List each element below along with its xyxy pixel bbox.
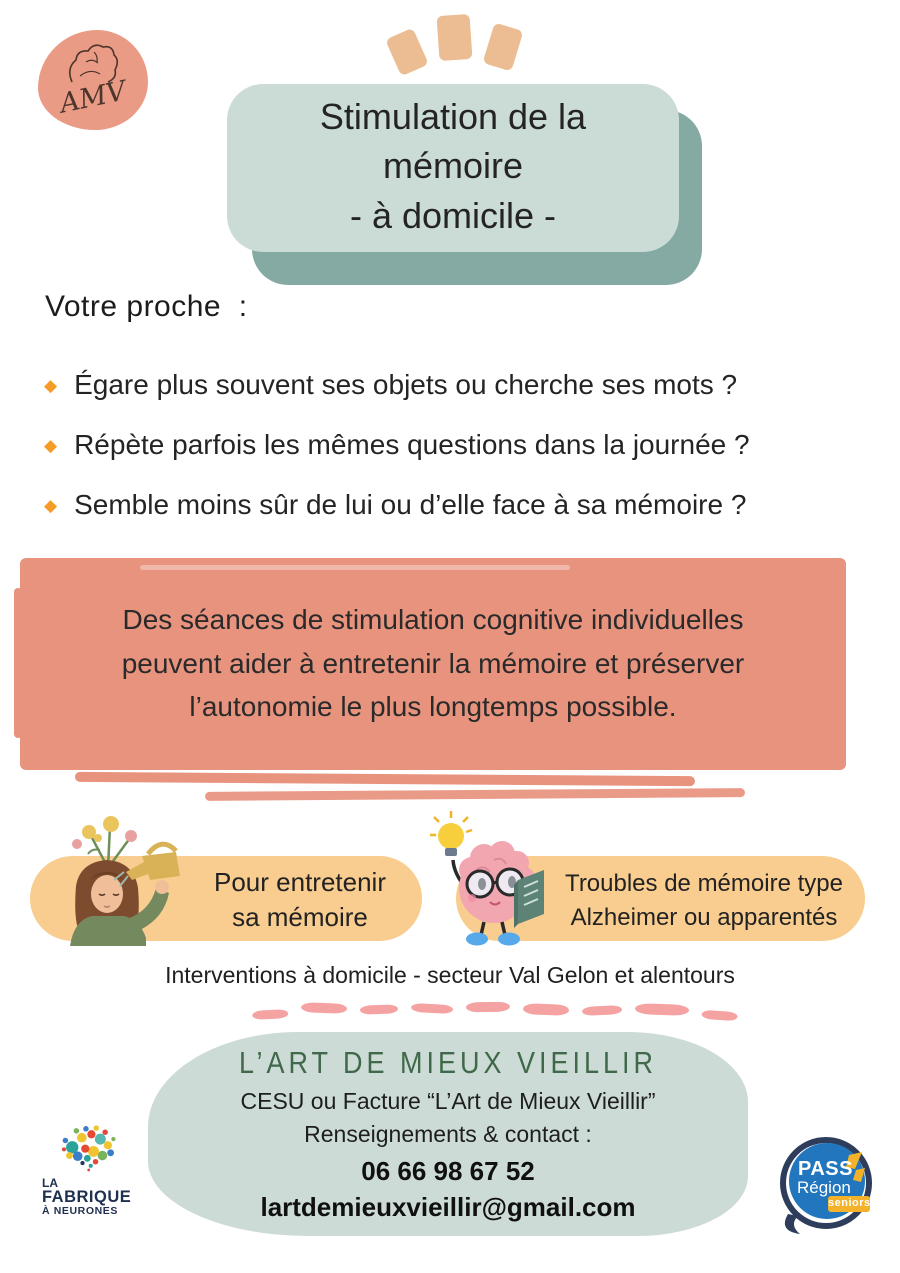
- page-title-line: mémoire: [382, 145, 524, 187]
- badge-label: [548, 867, 860, 934]
- banner-line: Des séances de stimulation cognitive individuelles: [122, 604, 744, 635]
- confetti-icon: [385, 28, 429, 77]
- list-item: [44, 429, 750, 461]
- pass-region-logo: [772, 1136, 884, 1236]
- banner-text: [20, 558, 846, 729]
- brush-streak: [140, 565, 570, 570]
- confetti-icon: [483, 23, 524, 72]
- highlight-banner: [20, 558, 846, 770]
- amv-logo: [38, 30, 148, 130]
- brain-dots-icon: [36, 1124, 140, 1172]
- badge-label-line: Pour entretenir: [214, 867, 386, 897]
- brush-streak: [75, 772, 695, 786]
- phone-number: 06 66 98 67 52: [361, 1156, 535, 1186]
- region-text: Région: [797, 1178, 851, 1197]
- dash: [252, 1009, 288, 1020]
- fabrique-text-line: À NEURONES: [42, 1205, 119, 1218]
- dash: [360, 1004, 398, 1014]
- footer-card: [148, 1032, 748, 1236]
- symptom-bullet-list: [44, 369, 750, 549]
- woman-watering-flowers-illustration: [28, 814, 192, 946]
- bullet-text: Semble moins sûr de lui ou d’elle face à sa mémoire ?: [74, 489, 747, 520]
- list-item: [44, 369, 750, 401]
- banner-line: l’autonomie le plus longtemps possible.: [189, 691, 677, 723]
- amv-logo-text: AMV: [57, 75, 129, 120]
- brush-streak: [14, 588, 22, 738]
- billing-text: CESU ou Facture “L’Art de Mieux Vieillir”: [240, 1088, 656, 1114]
- page-title-line: - à domicile -: [349, 194, 557, 236]
- email-address: lartdemieuxvieillir@gmail.com: [260, 1192, 636, 1222]
- banner-line: peuvent aider à entretenir la mémoire et préserver: [121, 647, 745, 679]
- bullet-text: Répète parfois les mêmes questions dans la journée ?: [74, 429, 750, 460]
- diamond-bullet-icon: ◆: [44, 495, 58, 515]
- fabrique-text-line: LA: [42, 1176, 58, 1190]
- dash: [635, 1003, 689, 1016]
- dash: [523, 1003, 569, 1016]
- sector-text: Interventions à domicile - secteur Val Gelon et alentours: [165, 962, 735, 988]
- title-box: [227, 84, 679, 252]
- fabrique-neurones-logo: [36, 1124, 148, 1232]
- contact-label: Renseignements & contact :: [304, 1121, 592, 1147]
- page-title-line: Stimulation de la: [319, 96, 587, 137]
- badge-label: [180, 865, 420, 934]
- diamond-bullet-icon: ◆: [44, 375, 58, 395]
- pink-dashed-divider: [252, 1004, 738, 1015]
- dash: [466, 1001, 510, 1012]
- dash: [301, 1002, 347, 1014]
- list-item: [44, 489, 750, 521]
- badge-label-line: Alzheimer ou apparentés: [570, 903, 838, 931]
- diamond-bullet-icon: ◆: [44, 435, 58, 455]
- seniors-text: seniors: [828, 1197, 871, 1209]
- fabrique-text-line: FABRIQUE: [42, 1188, 132, 1207]
- bullet-text: Égare plus souvent ses objets ou cherche ses mots ?: [74, 369, 738, 400]
- badge-label-line: Troubles de mémoire type: [565, 870, 843, 897]
- brain-reading-book-illustration: [430, 808, 550, 950]
- dash: [411, 1003, 453, 1014]
- badge-label-line: sa mémoire: [232, 901, 368, 932]
- brush-streak: [205, 788, 745, 801]
- pass-text: PASS: [798, 1158, 853, 1180]
- confetti-icon: [436, 14, 472, 61]
- dash: [582, 1005, 622, 1016]
- dash: [701, 1010, 738, 1021]
- brand-title: L’ART DE MIEUX VIEILLIR: [238, 1046, 658, 1080]
- intro-heading: Votre proche :: [45, 290, 248, 323]
